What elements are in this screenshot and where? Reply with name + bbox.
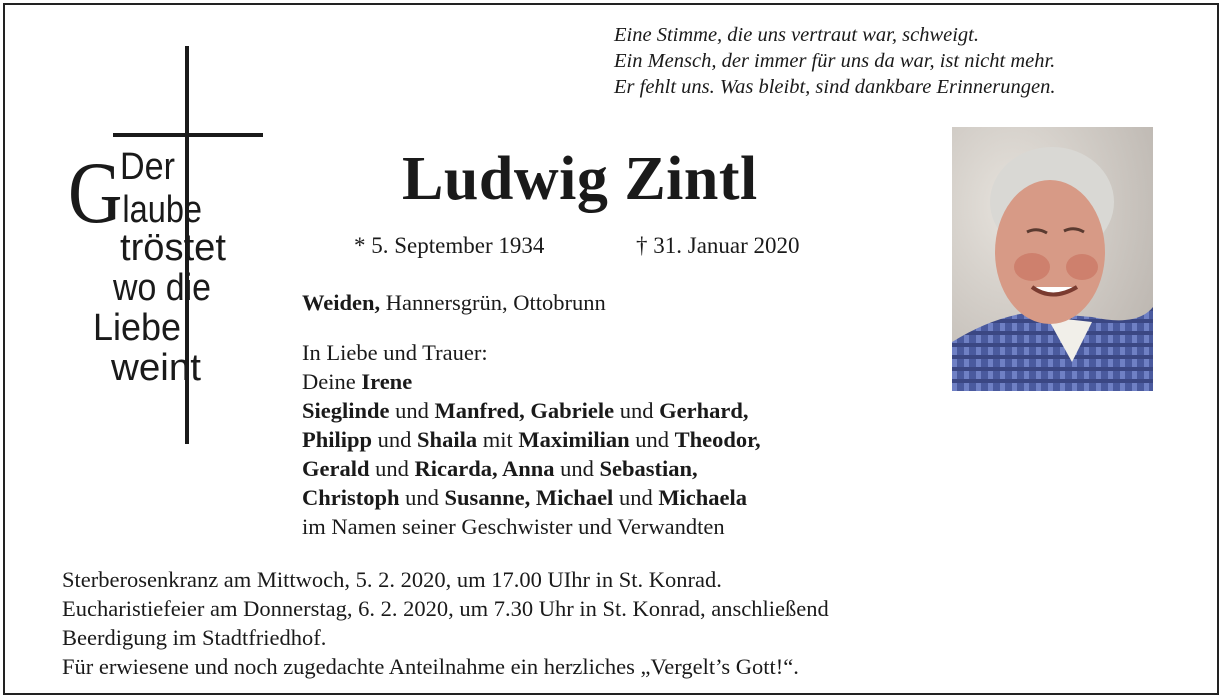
- mourner-text: und: [372, 427, 418, 452]
- mourner-text: und: [399, 485, 445, 510]
- mourner-name: Philipp: [302, 427, 373, 452]
- mourner-name: Gerhard,: [659, 398, 749, 423]
- mourner-text: und: [629, 427, 675, 452]
- death-date: † 31. Januar 2020: [636, 233, 800, 258]
- mourner-line: [302, 425, 761, 454]
- mourner-line: [302, 367, 761, 396]
- mourner-name: Sieglinde: [302, 398, 390, 423]
- service-line: Für erwiesene und noch zugedachte Anteilnahme ein herzliches „Vergelt’s Gott!“.: [62, 654, 799, 679]
- mourner-name: Christoph: [302, 485, 400, 510]
- places: [302, 290, 606, 316]
- mourner-text: Deine: [302, 369, 362, 394]
- mourner-name: Ricarda, Anna: [414, 456, 555, 481]
- place-rest: Hannersgrün, Ottobrunn: [380, 290, 606, 315]
- mourner-name: Susanne, Michael: [444, 485, 614, 510]
- portrait-photo: [952, 127, 1153, 391]
- motto-line: Der: [120, 146, 176, 188]
- motto-line-glaube: Glaube: [68, 145, 216, 242]
- motto-line: wo die: [112, 267, 211, 309]
- mourner-text: In Liebe und Trauer:: [302, 340, 488, 365]
- mourner-text: und: [369, 456, 415, 481]
- mourners-list: [302, 338, 761, 541]
- mourner-text: und: [554, 456, 600, 481]
- mourner-text: und: [614, 398, 660, 423]
- mourner-line: [302, 483, 761, 512]
- quote-line: Ein Mensch, der immer für uns da war, ist nicht mehr.: [614, 50, 1056, 72]
- quote-line: Er fehlt uns. Was bleibt, sind dankbare Erinnerungen.: [614, 76, 1056, 98]
- birth-date: * 5. September 1934: [354, 233, 545, 258]
- place-main: Weiden,: [302, 290, 381, 315]
- mourner-line: [302, 512, 761, 541]
- mourner-name: Maximilian: [518, 427, 630, 452]
- mourner-name: Michaela: [658, 485, 748, 510]
- service-info: [62, 565, 829, 681]
- mourner-name: Gerald: [302, 456, 370, 481]
- mourner-line: [302, 454, 761, 483]
- motto-line: weint: [109, 347, 202, 389]
- mourner-name: Theodor,: [674, 427, 761, 452]
- quote-line: Eine Stimme, die uns vertraut war, schweigt.: [614, 24, 979, 46]
- mourner-line: [302, 338, 761, 367]
- mourner-text: mit: [477, 427, 519, 452]
- mourner-name: Irene: [361, 369, 413, 394]
- motto-line: Liebe: [93, 307, 181, 349]
- mourner-line: [302, 396, 761, 425]
- mourner-name: Sebastian,: [599, 456, 698, 481]
- service-line: Eucharistiefeier am Donnerstag, 6. 2. 2020, um 7.30 Uhr in St. Konrad, anschließend: [62, 596, 829, 621]
- cross-motto-logo: [68, 46, 268, 446]
- mourner-text: und: [389, 398, 435, 423]
- service-line: Sterberosenkranz am Mittwoch, 5. 2. 2020, um 17.00 UIhr in St. Konrad.: [62, 567, 722, 592]
- deceased-name: Ludwig Zintl: [402, 145, 758, 213]
- motto-line: tröstet: [120, 227, 227, 269]
- mourner-name: Shaila: [417, 427, 478, 452]
- service-line: Beerdigung im Stadtfriedhof.: [62, 625, 327, 650]
- mourner-text: und: [613, 485, 659, 510]
- mourner-name: Manfred, Gabriele: [434, 398, 615, 423]
- mourner-text: im Namen seiner Geschwister und Verwandten: [302, 514, 725, 539]
- memorial-quote: [614, 22, 1055, 100]
